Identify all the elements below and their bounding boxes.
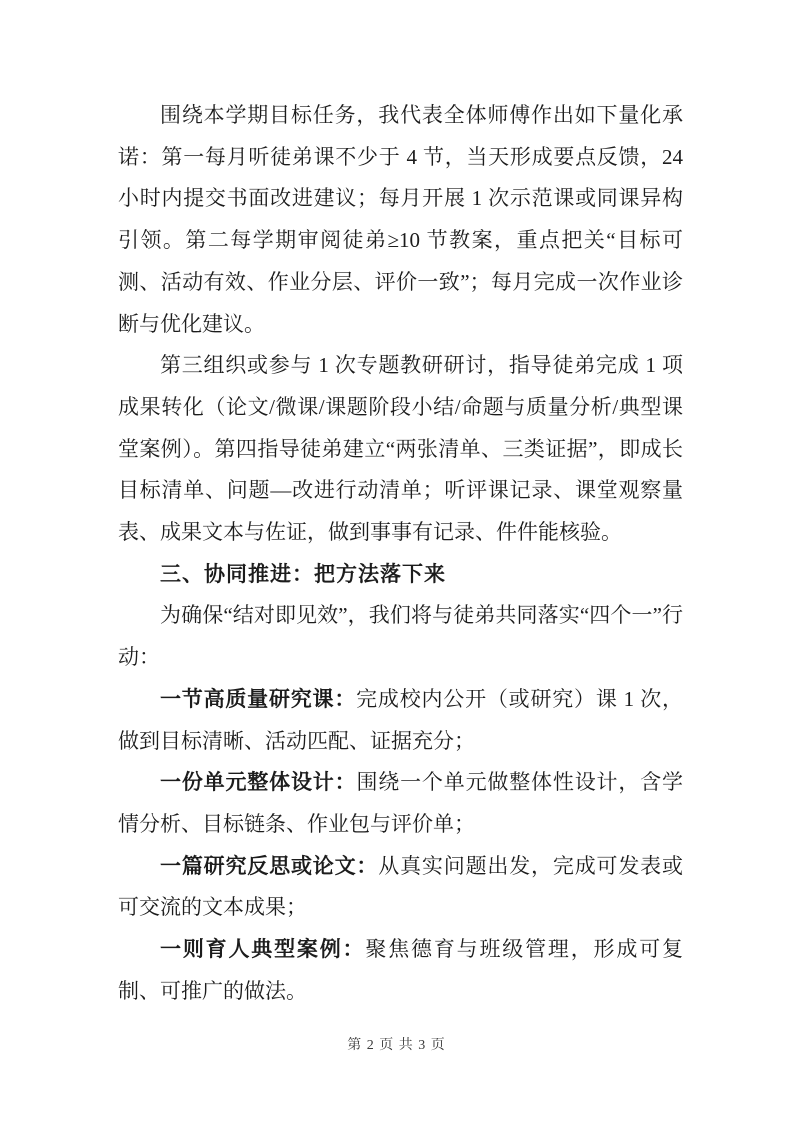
paragraph-text: 为确保“结对即见效”，我们将与徒弟共同落实“四个一”行动：	[118, 603, 683, 670]
paragraph-text: 完成校内公开（或研究）课 1 次，做到目标清晰、活动匹配、证据充分；	[118, 686, 683, 753]
paragraph-bold-label: 一篇研究反思或论文：	[160, 853, 379, 878]
paragraph-text: 围绕本学期目标任务，我代表全体师傅作出如下量化承诺：第一每月听徒弟课不少于 4 节，当天形成要点反馈，24 小时内提交书面改进建议；每月开展 1 次示范课或同课异构引领。第二每学期审阅徒弟≥10 节教案，重点把关“目标可测、活动有效、作业分层、评价一致”；每月完成一次作业诊断与优化建议。	[118, 103, 683, 336]
paragraph-research-paper	[118, 846, 683, 929]
page-footer: 第 2 页 共 3 页	[347, 1038, 446, 1053]
paragraph-third-fourth	[118, 345, 683, 554]
paragraph-text: 从真实问题出发，完成可发表或可交流的文本成果；	[118, 853, 684, 920]
paragraph-bold-label: 一则育人典型案例：	[160, 937, 366, 962]
paragraph-bold-label: 一份单元整体设计：	[160, 770, 357, 795]
paragraph-four-ones-intro	[118, 595, 683, 678]
section-heading: 三、协同推进：把方法落下来	[160, 561, 446, 586]
paragraph-commitments	[118, 95, 683, 345]
paragraph-text: 第三组织或参与 1 次专题教研研讨，指导徒弟完成 1 项成果转化（论文/微课/课题阶段小结/命题与质量分析/典型课堂案例）。第四指导徒弟建立“两张清单、三类证据”，即成长目标清单、问题—改进行动清单；听评课记录、课堂观察量表、成果文本与佐证，做到事事有记录、件件能核验。	[118, 353, 683, 545]
paragraph-bold-label: 一节高质量研究课：	[160, 686, 357, 711]
paragraph-text: 围绕一个单元做整体性设计，含学情分析、目标链条、作业包与评价单；	[118, 770, 684, 836]
paragraph-text: 聚焦德育与班级管理，形成可复制、可推广的做法。	[118, 937, 684, 1003]
paragraph-case-study	[118, 929, 683, 1012]
paragraph-research-lesson	[118, 679, 683, 762]
paragraph-unit-design	[118, 762, 683, 845]
